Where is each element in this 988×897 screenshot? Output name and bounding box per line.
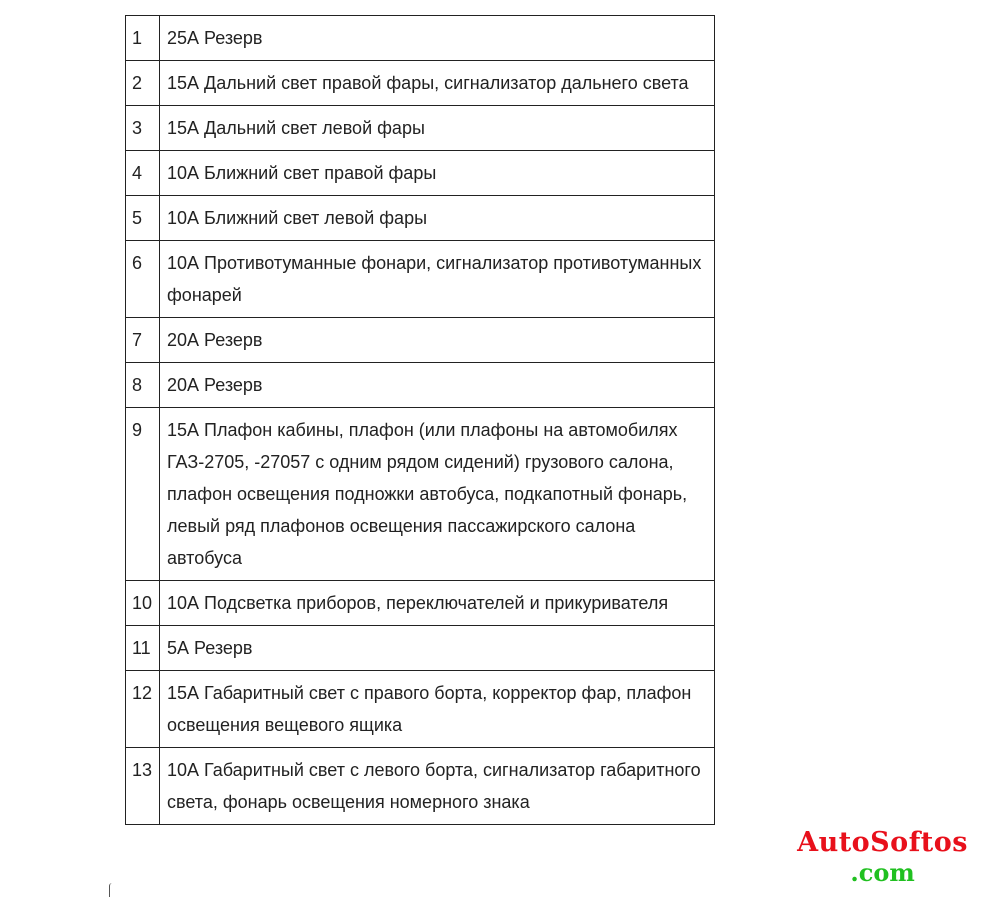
fuse-number: 4 bbox=[126, 151, 160, 196]
table-row bbox=[126, 196, 715, 241]
fuse-description: 10А Ближний свет левой фары bbox=[160, 196, 715, 241]
fuse-number: 11 bbox=[126, 626, 160, 671]
fuse-number: 3 bbox=[126, 106, 160, 151]
fuse-description: 10А Габаритный свет с левого борта, сигнализатор габаритного света, фонарь освещения номерного знака bbox=[160, 748, 715, 825]
fuse-description: 20А Резерв bbox=[160, 318, 715, 363]
fuse-description: 10А Противотуманные фонари, сигнализатор противотуманных фонарей bbox=[160, 241, 715, 318]
table-row bbox=[126, 241, 715, 318]
table-row bbox=[126, 16, 715, 61]
fuse-number: 9 bbox=[126, 408, 160, 581]
fuse-number: 13 bbox=[126, 748, 160, 825]
fuse-number: 10 bbox=[126, 581, 160, 626]
watermark-main-text: AutoSoftos bbox=[797, 827, 968, 858]
fuse-description: 5А Резерв bbox=[160, 626, 715, 671]
watermark-logo bbox=[797, 828, 968, 888]
fuse-number: 12 bbox=[126, 671, 160, 748]
fuse-description: 15А Дальний свет правой фары, сигнализатор дальнего света bbox=[160, 61, 715, 106]
table-row bbox=[126, 581, 715, 626]
fuse-description: 10А Подсветка приборов, переключателей и прикуривателя bbox=[160, 581, 715, 626]
fuse-number: 1 bbox=[126, 16, 160, 61]
fuse-description: 15А Плафон кабины, плафон (или плафоны на автомобилях ГАЗ-2705, -27057 с одним рядом сидений) грузового салона, плафон освещения подножки автобуса, подкапотный фонарь, левый ряд плафонов освещения пассажирского салона автобуса bbox=[160, 408, 715, 581]
table-row bbox=[126, 61, 715, 106]
table-row bbox=[126, 318, 715, 363]
fuse-description: 25А Резерв bbox=[160, 16, 715, 61]
stray-mark bbox=[109, 883, 112, 897]
fuse-number: 8 bbox=[126, 363, 160, 408]
fuse-number: 2 bbox=[126, 61, 160, 106]
fuse-description: 10А Ближний свет правой фары bbox=[160, 151, 715, 196]
fuse-table bbox=[125, 15, 715, 825]
table-row bbox=[126, 748, 715, 825]
fuse-number: 7 bbox=[126, 318, 160, 363]
fuse-number: 5 bbox=[126, 196, 160, 241]
watermark-domain-text: .com bbox=[850, 858, 915, 887]
table-row bbox=[126, 626, 715, 671]
table-row bbox=[126, 671, 715, 748]
table-row bbox=[126, 106, 715, 151]
fuse-number: 6 bbox=[126, 241, 160, 318]
table-row bbox=[126, 408, 715, 581]
fuse-description: 20А Резерв bbox=[160, 363, 715, 408]
fuse-description: 15А Габаритный свет с правого борта, корректор фар, плафон освещения вещевого ящика bbox=[160, 671, 715, 748]
table-row bbox=[126, 363, 715, 408]
fuse-description: 15А Дальний свет левой фары bbox=[160, 106, 715, 151]
table-row bbox=[126, 151, 715, 196]
